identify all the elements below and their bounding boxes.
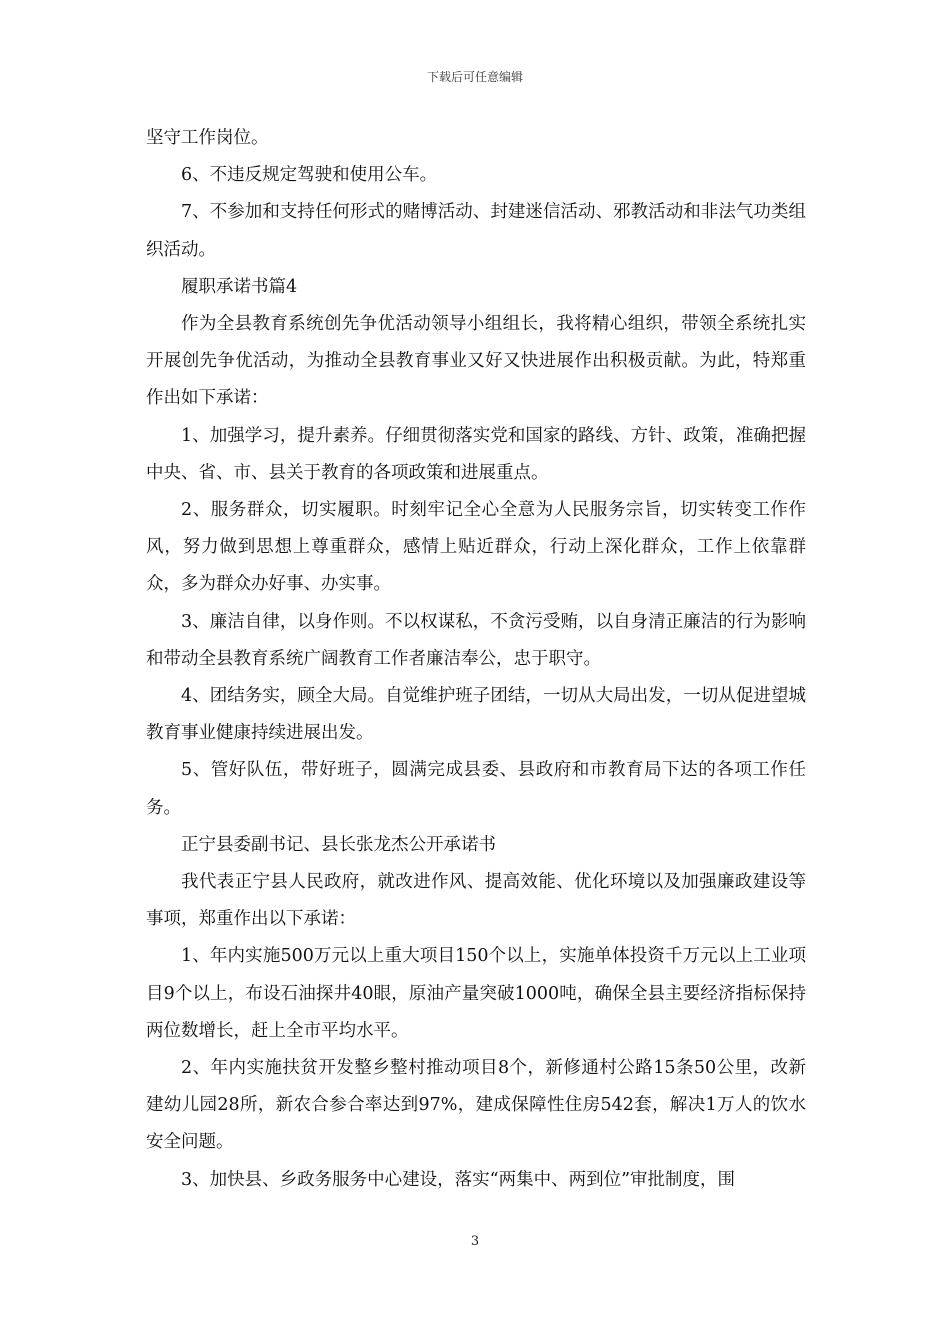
paragraph: 2、服务群众，切实履职。时刻牢记全心全意为人民服务宗旨，切实转变工作作风，努力做到思想上尊重群众，感情上贴近群众，行动上深化群众，工作上依靠群众，多为群众办好事、办实事。 [146,500,806,595]
page-header: 下载后可任意编辑 [426,70,523,84]
paragraph: 1、年内实施500万元以上重大项目150个以上，实施单体投资千万元以上工业项目9个以上，布设石油探井40眼，原油产量突破1000吨，确保全县主要经济指标保持两位数增长，赶上全市平均水平。 [146,946,806,1041]
paragraph: 坚守工作岗位。 [146,128,269,148]
section-title: 履职承诺书篇4 [181,276,298,297]
paragraph: 7、不参加和支持任何形式的赌博活动、封建迷信活动、邪教活动和非法气功类组织活动。 [146,202,806,260]
paragraph: 我代表正宁县人民政府，就改进作风、提高效能、优化环境以及加强廉政建设等事项，郑重作出以下承诺： [146,872,806,930]
paragraph: 4、团结务实，顾全大局。自觉维护班子团结，一切从大局出发，一切从促进望城教育事业健康持续进展出发。 [146,686,806,744]
document-body [146,120,806,1199]
paragraph: 5、管好队伍，带好班子，圆满完成县委、县政府和市教育局下达的各项工作任务。 [146,760,806,818]
paragraph: 3、加快县、乡政务服务中心建设，落实“两集中、两到位”审批制度，围 [181,1169,736,1190]
paragraph: 作为全县教育系统创先争优活动领导小组组长，我将精心组织，带领全系统扎实开展创先争优活动，为推动全县教育事业又好又快进展作出积极贡献。为此，特郑重作出如下承诺： [146,314,806,409]
paragraph: 3、廉洁自律，以身作则。不以权谋私，不贪污受贿，以自身清正廉洁的行为影响和带动全县教育系统广阔教育工作者廉洁奉公，忠于职守。 [146,611,806,669]
section-title: 正宁县委副书记、县长张龙杰公开承诺书 [181,834,496,855]
page-number: 3 [470,1234,480,1249]
paragraph: 6、不违反规定驾驶和使用公车。 [181,165,438,186]
paragraph: 1、加强学习，提升素养。仔细贯彻落实党和国家的路线、方针、政策，准确把握中央、省、市、县关于教育的各项政策和进展重点。 [146,425,806,483]
paragraph: 2、年内实施扶贫开发整乡整村推动项目8个，新修通村公路15条50公里，改新建幼儿园28所，新农合参合率达到97%，建成保障性住房542套，解决1万人的饮水安全问题。 [146,1058,806,1153]
